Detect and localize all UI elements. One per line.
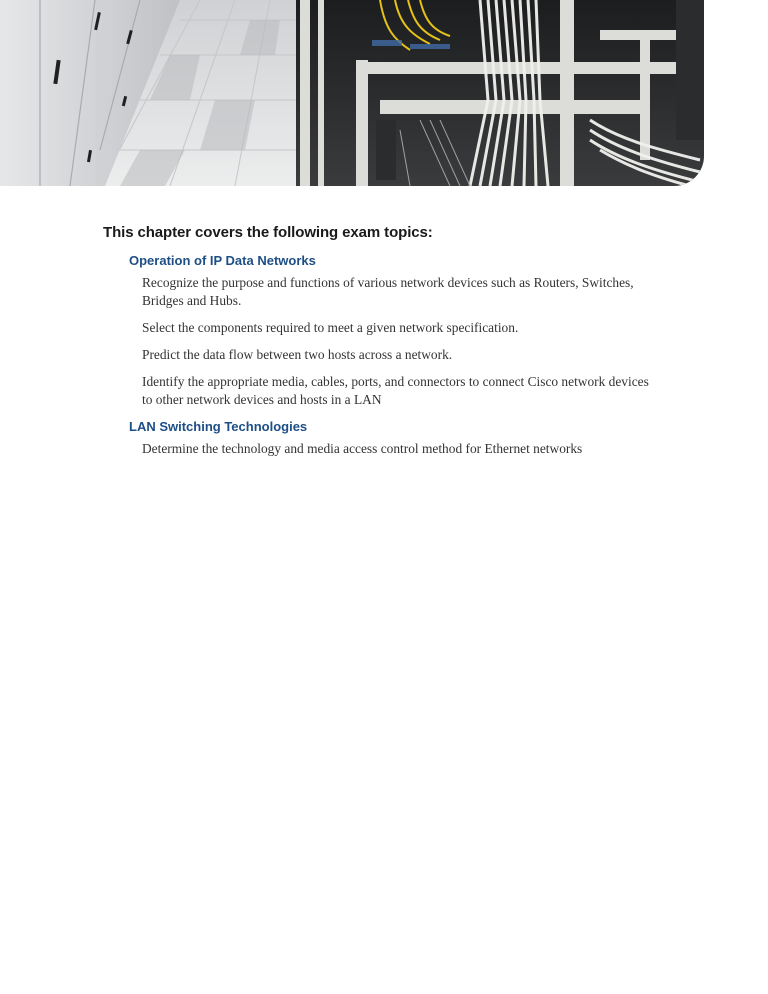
section-lan-switching-technologies — [129, 419, 663, 458]
section-title: LAN Switching Technologies — [129, 419, 308, 434]
topic-item: Predict the data flow between two hosts across a network. — [142, 347, 453, 362]
chapter-topics — [103, 224, 663, 467]
section-title: Operation of IP Data Networks — [129, 253, 316, 268]
topic-item: Determine the technology and media access control method for Ethernet networks — [142, 441, 583, 456]
topic-item: Recognize the purpose and functions of various network devices such as Routers, Switches, Bridges and Hubs. — [142, 275, 634, 308]
chapter-heading: This chapter covers the following exam topics: — [103, 224, 433, 241]
datacenter-photo-icon — [0, 0, 704, 186]
topic-item: Select the components required to meet a given network specification. — [142, 320, 519, 335]
section-operation-of-ip-data-networks — [129, 253, 663, 409]
topic-item: Identify the appropriate media, cables, ports, and connectors to connect Cisco network devices to other network devices and hosts in a LAN — [142, 374, 649, 407]
chapter-opener-photo — [0, 0, 704, 186]
